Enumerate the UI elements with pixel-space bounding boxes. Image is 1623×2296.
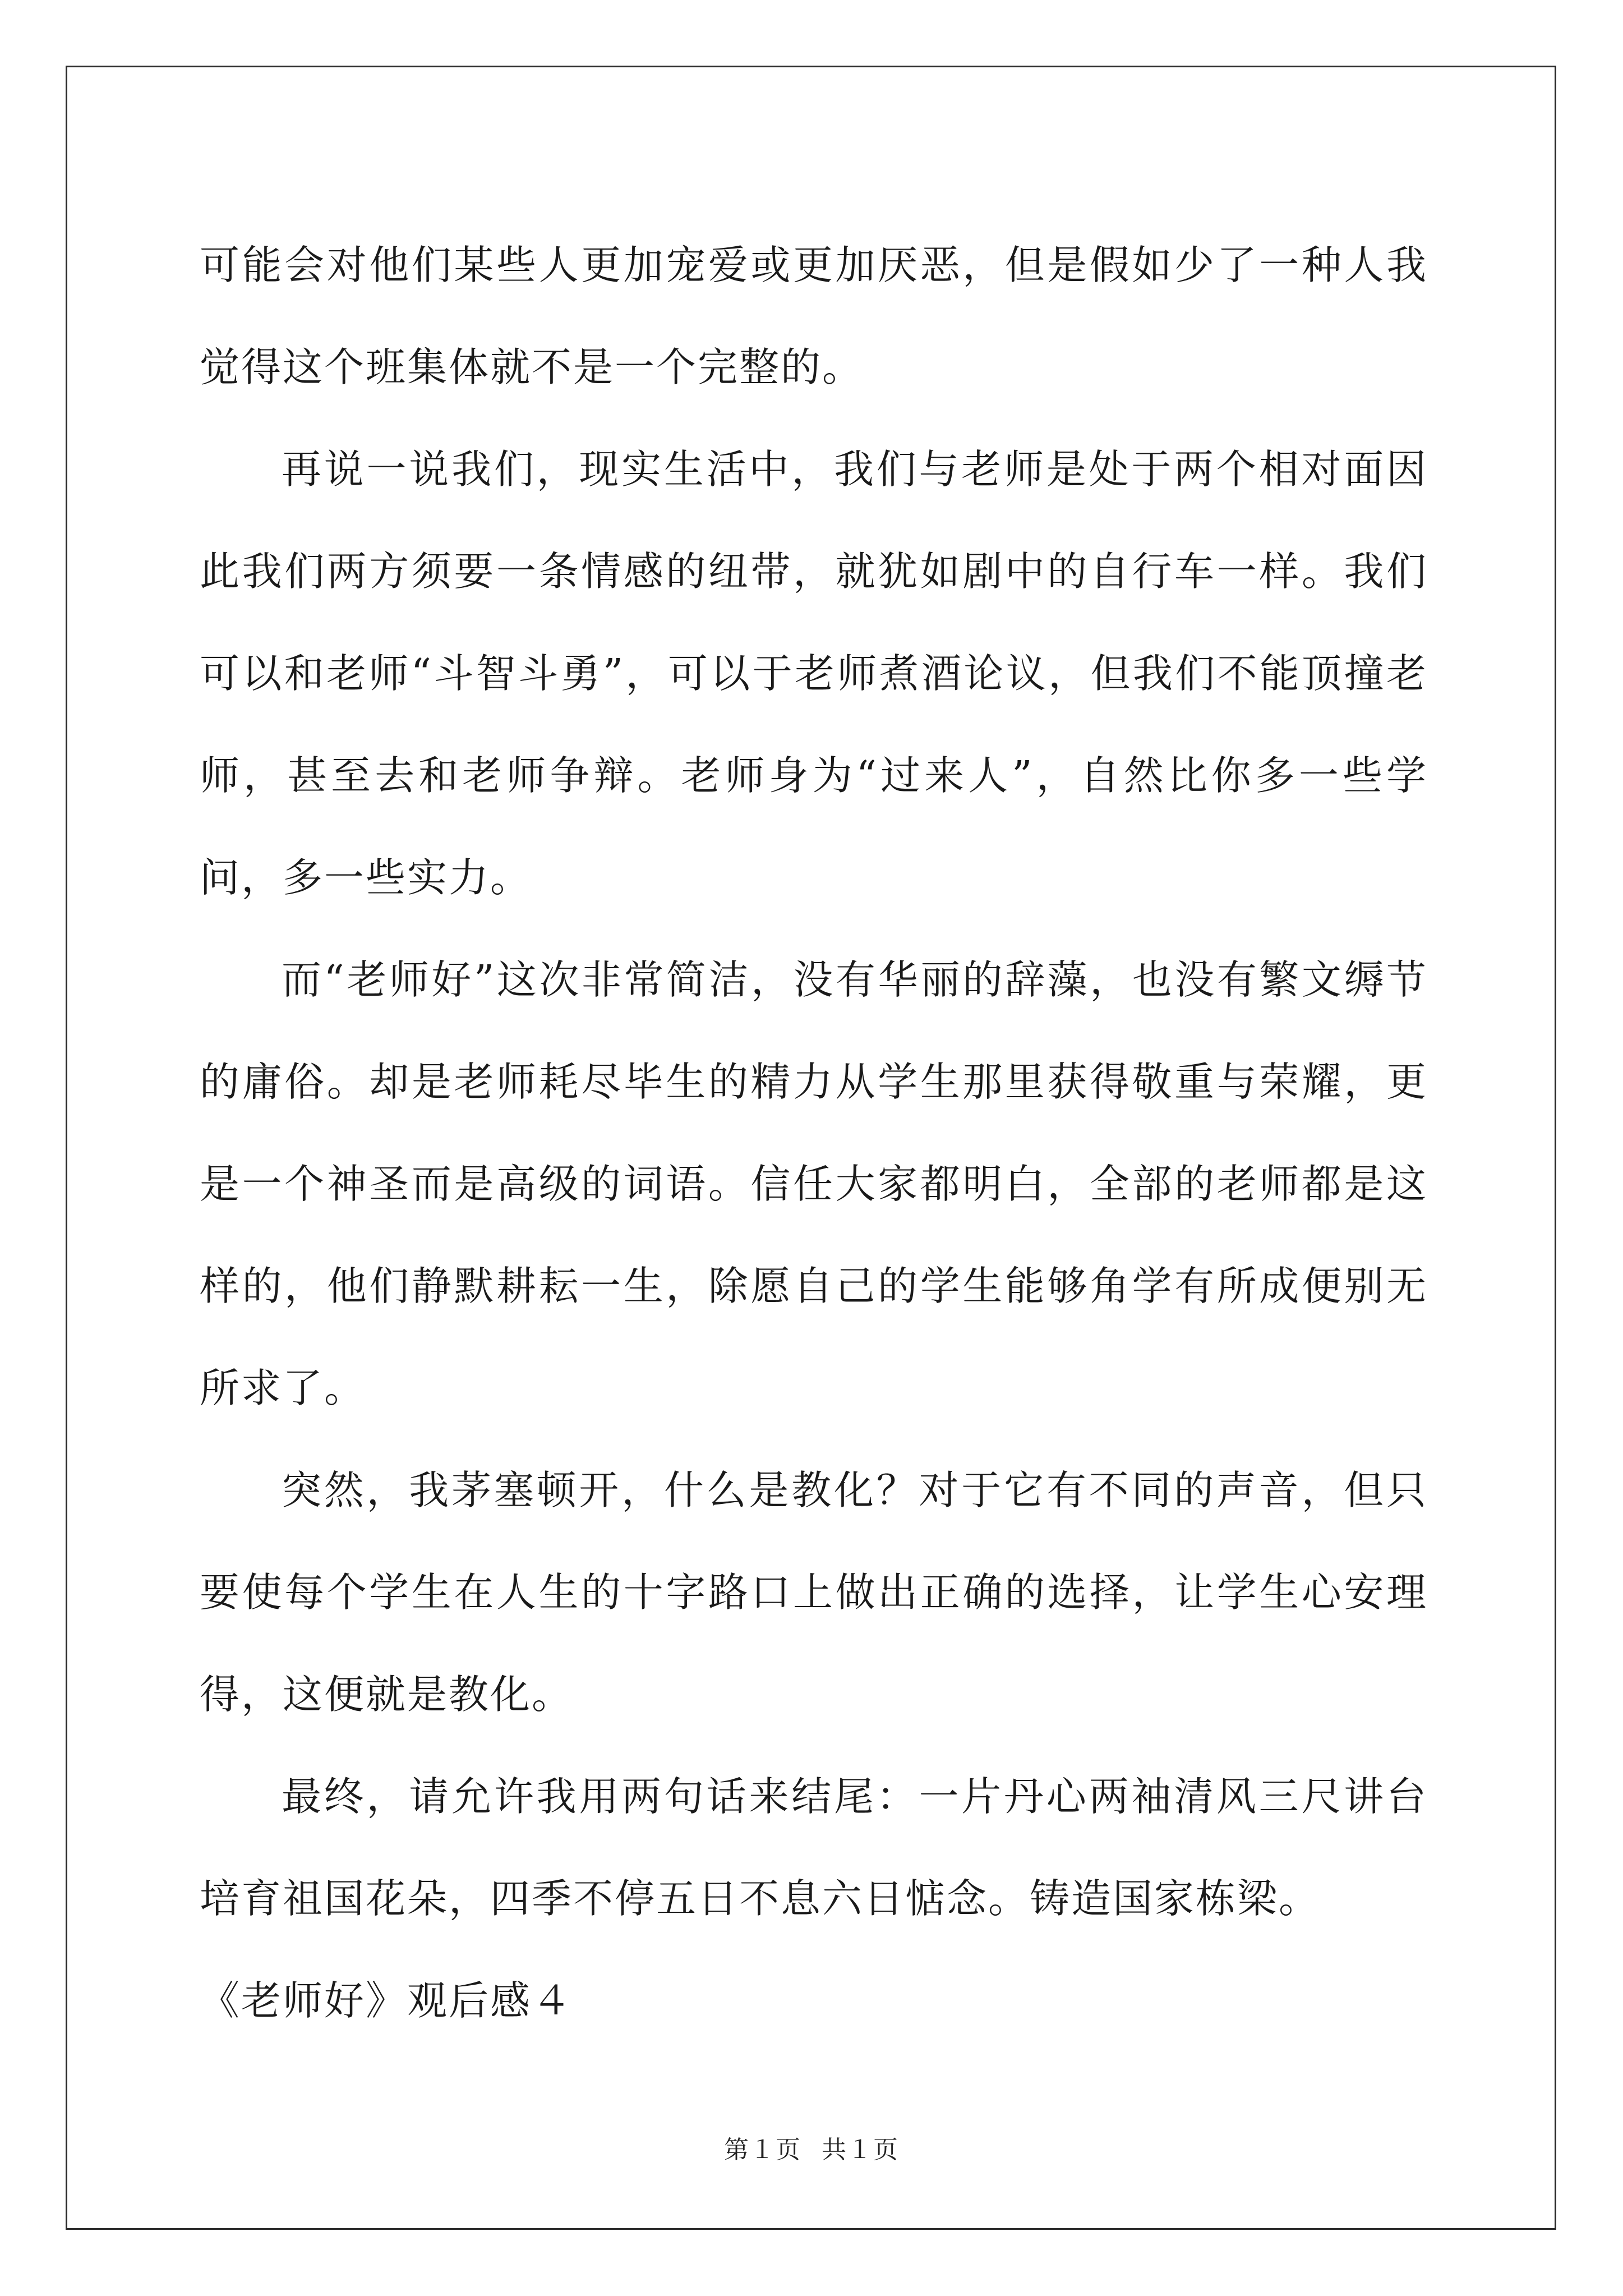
section-heading: 《老师好》观后感４ xyxy=(200,1977,574,2024)
paragraph-4: 突然，我茅塞顿开，什么是教化？对于它有不同的声音，但只要使每个学生在人生的十字路口上做出正确的选择，让学生心安理得，这便就是教化。 xyxy=(200,1467,1428,1718)
paragraph-5: 最终，请允许我用两句话来结尾：一片丹心两袖清风三尺讲台培育祖国花朵，四季不停五日不息六日惦念。铸造国家栋梁。 xyxy=(200,1773,1428,1922)
paragraph-2: 再说一说我们，现实生活中，我们与老师是处于两个相对面因此我们两方须要一条情感的纽带，就犹如剧中的自行车一样。我们可以和老师“斗智斗勇”，可以于老师煮酒论议，但我们不能顶撞老师，甚至去和老师争辩。老师身为“过来人”，自然比你多一些学问，多一些实力。 xyxy=(200,446,1428,901)
page-total: 共１页 xyxy=(822,2136,899,2164)
page-number: 第１页 xyxy=(724,2136,801,2164)
paragraph-3: 而“老师好”这次非常简洁，没有华丽的辞藻，也没有繁文缛节的庸俗。却是老师耗尽毕生的精力从学生那里获得敬重与荣耀，更是一个神圣而是高级的词语。信任大家都明白，全部的老师都是这样的，他们静默耕耘一生，除愿自己的学生能够角学有所成便别无所求了。 xyxy=(200,956,1428,1411)
paragraph-1: 可能会对他们某些人更加宠爱或更加厌恶，但是假如少了一种人我觉得这个班集体就不是一个完整的。 xyxy=(200,242,1428,390)
document-body xyxy=(200,214,1428,2052)
page-footer xyxy=(0,2129,1623,2165)
